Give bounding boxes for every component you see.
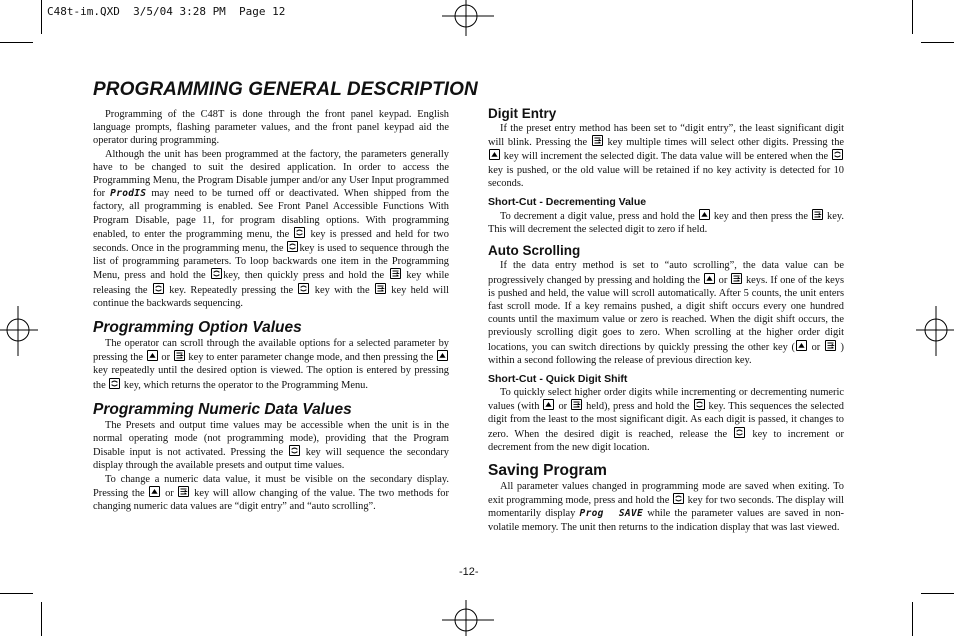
down-right-key-icon — [375, 283, 386, 294]
page-number: -12- — [459, 566, 479, 578]
sel-key-icon — [832, 149, 843, 160]
down-right-key-icon — [812, 209, 823, 220]
crop-mark — [0, 42, 33, 43]
shortcut-decrement-paragraph: To decrement a digit value, press and hold the key and then press the key. This will decrement the selected digit to zero if held. — [488, 211, 844, 236]
crop-mark — [41, 602, 42, 636]
left-column — [93, 108, 449, 513]
crop-mark — [912, 602, 913, 636]
down-right-key-icon — [731, 273, 742, 284]
up-key-icon — [704, 273, 715, 284]
file-slug: C48t-im.QXD 3/5/04 3:28 PM Page 12 — [47, 5, 286, 18]
right-column — [488, 106, 844, 534]
sel-key-icon — [211, 268, 222, 279]
up-key-icon — [796, 340, 807, 351]
sel-key-icon — [289, 445, 300, 456]
heading-shortcut-digit-shift: Short-Cut - Quick Digit Shift — [488, 373, 628, 386]
up-key-icon — [489, 149, 500, 160]
down-right-key-icon — [390, 268, 401, 279]
up-key-icon — [147, 350, 158, 361]
down-right-key-icon — [174, 350, 185, 361]
sel-key-icon — [287, 241, 298, 252]
heading-option-values: Programming Option Values — [93, 319, 302, 337]
up-key-icon — [543, 399, 554, 410]
registration-mark-top — [440, 0, 496, 38]
sel-key-icon — [673, 493, 684, 504]
up-key-icon — [699, 209, 710, 220]
saving-program-paragraph: All parameter values changed in programming mode are saved when exiting. To exit programming mode, press and hold the key for two seconds. The display will momentarily display Prog SAVE while the parameter values are saved in non-volatile memory. The unit then returns to the indication display that was last viewed. — [488, 481, 844, 533]
sel-key-icon — [694, 399, 705, 410]
option-values-paragraph: The operator can scroll through the available options for a selected parameter by pressing the or key to enter parameter change mode, and then pressing the key repeatedly until the desired option is viewed. The option is entered by pressing the key, which returns the operator to the Programming Menu. — [93, 338, 449, 391]
up-key-icon — [437, 350, 448, 361]
down-right-key-icon — [592, 135, 603, 146]
numeric-paragraph-2: To change a numeric data value, it must be visible on the secondary display. Pressing the or key will allow changing of the value. The two methods for changing numeric data values are “digit entry” and “auto scrolling”. — [93, 473, 449, 513]
crop-mark — [41, 0, 42, 34]
heading-saving-program: Saving Program — [488, 462, 607, 480]
registration-mark-right — [914, 304, 954, 360]
heading-digit-entry: Digit Entry — [488, 106, 557, 121]
page-title: PROGRAMMING GENERAL DESCRIPTION — [93, 79, 478, 100]
numeric-paragraph-1: The Presets and output time values may be accessible when the unit is in the normal operating mode (not programming mode), providing that the Program Disable input is not activated. Pressing the key will sequence the secondary display through the available presets and output time values. — [93, 419, 450, 472]
crop-mark — [921, 42, 954, 43]
sel-key-icon — [298, 283, 309, 294]
intro-paragraph-2: Although the unit has been programmed at the factory, the parameters generally have to be changed to suit the desired application. In order to access the Programming Menu, the Program Disable jumper and/or any User Input programmed for ProdIS may need to be turned off or deactivated. When shipped from the factory, all programming is enabled. See Front Panel Accessible Functions With Program Disable, page 11, for program disabling options. With programming enabled, to enter the programming menu, the key is pressed and held for two seconds. Once in the programming menu, the key is used to sequence through the list of programming parameters. To loop backwards one item in the Programming Menu, press and hold the key, then quickly press and hold the key while releasing the key. Repeatedly pressing the key with the key held will continue the backwards sequencing. — [93, 148, 449, 309]
down-right-key-icon — [178, 486, 189, 497]
digit-entry-paragraph: If the preset entry method has been set to “digit entry”, the least significant digit will blink. Pressing the key multiple times will select other digits. Pressing the key will increment the selected digit. The data value will be entered when the key is pushed, or the old value will be retained if no key activity is detected for 10 seconds. — [488, 123, 844, 189]
registration-mark-left — [0, 304, 40, 360]
sel-key-icon — [153, 283, 164, 294]
registration-mark-bottom — [440, 598, 496, 636]
sel-key-icon — [109, 378, 120, 389]
down-right-key-icon — [571, 399, 582, 410]
heading-shortcut-decrement: Short-Cut - Decrementing Value — [488, 196, 647, 209]
lcd-prog-save-text: Prog SAVE — [579, 508, 643, 520]
crop-mark — [0, 593, 33, 594]
crop-mark — [921, 593, 954, 594]
sel-key-icon — [734, 427, 745, 438]
intro-paragraph-1: Programming of the C48T is done through the front panel keypad. English language prompts, flashing parameter values, and the front panel keypad aid the operator during programming. — [93, 109, 449, 147]
down-right-key-icon — [825, 340, 836, 351]
heading-numeric-values: Programming Numeric Data Values — [93, 400, 352, 418]
up-key-icon — [149, 486, 160, 497]
lcd-prodis-text: ProdIS — [110, 188, 147, 200]
auto-scrolling-paragraph: If the data entry method is set to “auto scrolling”, the data value can be progressively changed by pressing and holding the or keys. If one of the keys is pushed and held, the value will scroll automatically. After 5 counts, the unit enters fast scroll mode. If a key remains pushed, a digit shift occurs every one hundred counts until the maximum value or zero is reached. When the digit shift occurs, the previously scrolling digit goes to zero. When scrolling at the higher order digit locations, you can switch directions by quickly pressing the other key ( or ) within a second following the release of previous direction key. — [488, 260, 845, 366]
heading-auto-scrolling: Auto Scrolling — [488, 243, 581, 259]
shortcut-digit-shift-paragraph: To quickly select higher order digits while incrementing or decrementing numeric values (with or held), press and hold the key. This sequences the selected digit from the least to the most significant digit. As each digit is passed, it changes to zero. When the desired digit is reached, release the key to increment or decrement from the new digit location. — [488, 387, 844, 453]
crop-mark — [912, 0, 913, 34]
sel-key-icon — [294, 227, 305, 238]
